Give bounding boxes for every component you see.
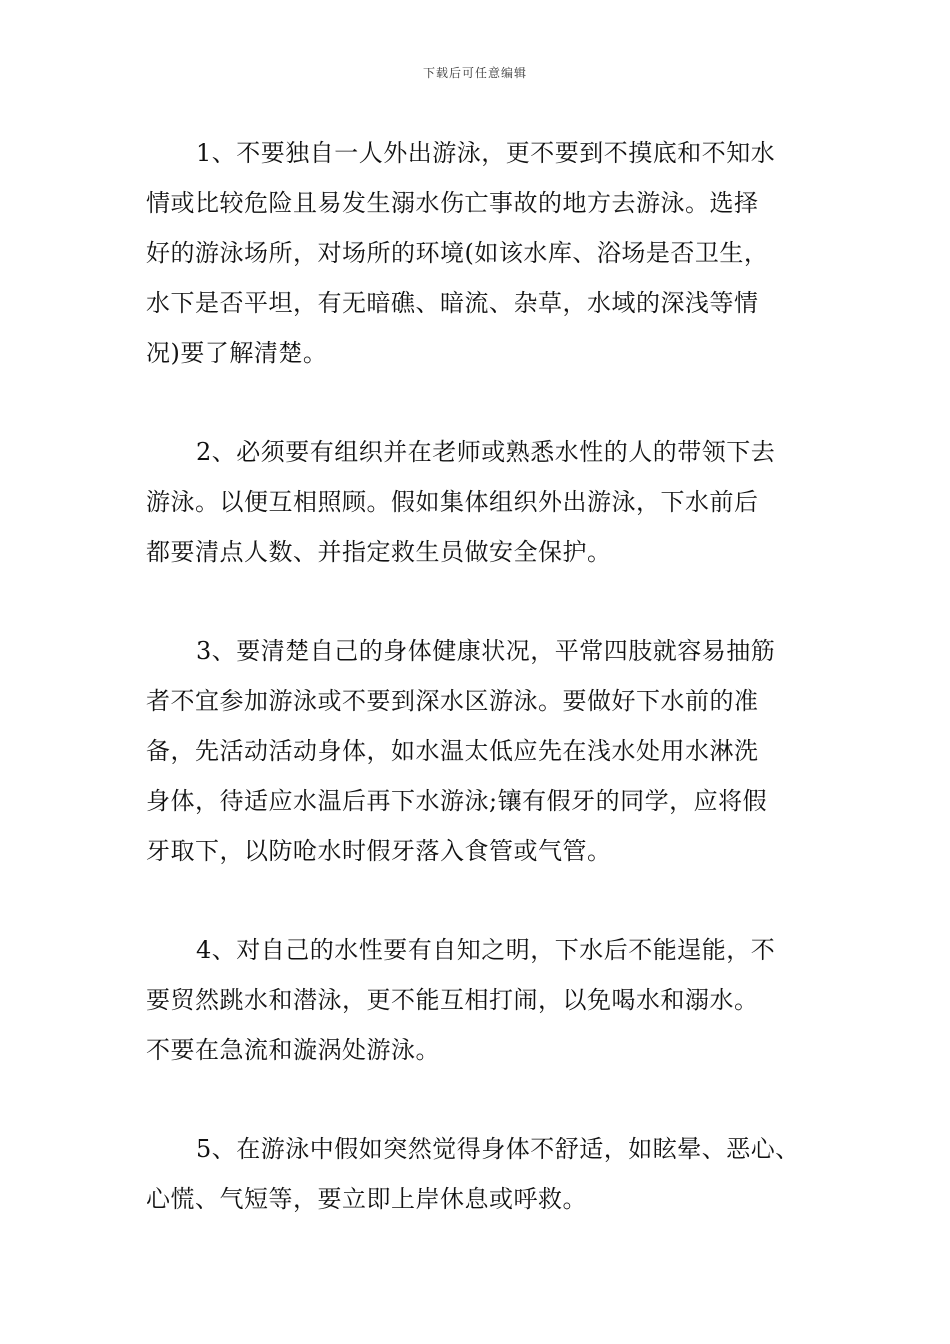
paragraph-line: 牙取下，以防呛水时假牙落入食管或气管。 [146,837,612,865]
paragraph-line: 心慌、气短等，要立即上岸休息或呼救。 [146,1185,587,1213]
paragraph-1 [146,128,814,378]
paragraph-line: 都要清点人数、并指定救生员做安全保护。 [146,538,612,566]
paragraph-line: 身体，待适应水温后再下水游泳;镶有假牙的同学，应将假 [146,787,768,815]
paragraph-line: 情或比较危险且易发生溺水伤亡事故的地方去游泳。选择 [146,189,759,217]
paragraph-line: 况)要了解清楚。 [146,339,328,367]
paragraph-line: 1、不要独自一人外出游泳，更不要到不摸底和不知水 [196,139,776,167]
paragraph-line: 好的游泳场所，对场所的环境(如该水库、浴场是否卫生， [146,239,769,267]
document-body [146,128,814,1273]
paragraph-line: 3、要清楚自己的身体健康状况，平常四肢就容易抽筋 [196,637,776,665]
paragraph-2 [146,427,814,577]
paragraph-line: 者不宜参加游泳或不要到深水区游泳。要做好下水前的准 [146,687,759,715]
paragraph-3 [146,626,814,876]
paragraph-line: 水下是否平坦，有无暗礁、暗流、杂草，水域的深浅等情 [146,289,759,317]
paragraph-line: 游泳。以便互相照顾。假如集体组织外出游泳，下水前后 [146,488,759,516]
paragraph-line: 4、对自己的水性要有自知之明，下水后不能逞能，不 [196,936,776,964]
paragraph-4 [146,925,814,1075]
page-header: 下载后可任意编辑 [422,66,527,80]
paragraph-5 [146,1124,814,1224]
paragraph-line: 2、必须要有组织并在老师或熟悉水性的人的带领下去 [196,438,776,466]
paragraph-line: 5、在游泳中假如突然觉得身体不舒适，如眩晕、恶心、 [196,1135,800,1163]
paragraph-line: 备，先活动活动身体，如水温太低应先在浅水处用水淋洗 [146,737,759,765]
paragraph-line: 不要在急流和漩涡处游泳。 [146,1036,440,1064]
paragraph-line: 要贸然跳水和潜泳，更不能互相打闹，以免喝水和溺水。 [146,986,759,1014]
